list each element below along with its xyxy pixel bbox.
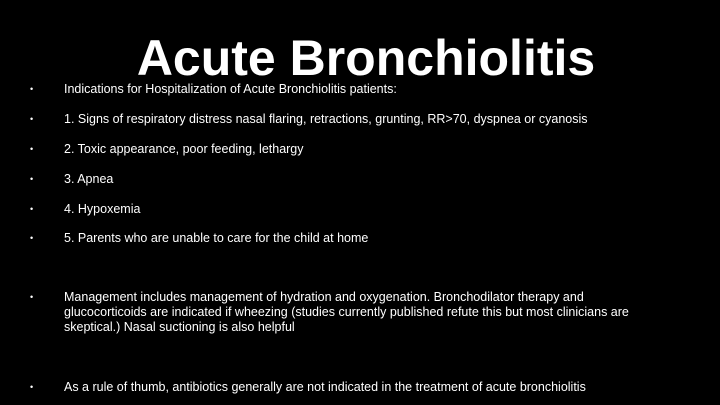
bullet-glyph: •	[30, 233, 34, 243]
slide-title: Acute Bronchiolitis	[136, 30, 596, 86]
bullet-glyph: •	[30, 204, 34, 214]
bullet-glyph: •	[30, 174, 34, 184]
bullet-text: Indications for Hospitalization of Acute Bronchiolitis patients:	[64, 82, 397, 96]
bullet-text: 5. Parents who are unable to care for the child at home	[64, 231, 369, 245]
bullet-glyph: •	[30, 84, 34, 94]
bullet-glyph: •	[30, 292, 34, 302]
bullet-text: 2. Toxic appearance, poor feeding, lethargy	[64, 142, 304, 156]
bullet-glyph: •	[30, 382, 34, 392]
bullet-text: Management includes management of hydration and oxygenation. Bronchodilator therapy and glucocorticoids are indicated if wheezing (studies currently published refute this but most clinicians are skeptical.) Nasal suctioning is also helpful	[64, 290, 629, 334]
bullet-text: 4. Hypoxemia	[64, 202, 141, 216]
bullet-text: 1. Signs of respiratory distress nasal flaring, retractions, grunting, RR>70, dyspnea or cyanosis	[64, 112, 588, 126]
bullet-glyph: •	[30, 114, 34, 124]
bullet-glyph: •	[30, 144, 34, 154]
bullet-text: As a rule of thumb, antibiotics generally are not indicated in the treatment of acute bronchiolitis	[64, 380, 586, 394]
bullet-text: 3. Apnea	[64, 172, 114, 186]
